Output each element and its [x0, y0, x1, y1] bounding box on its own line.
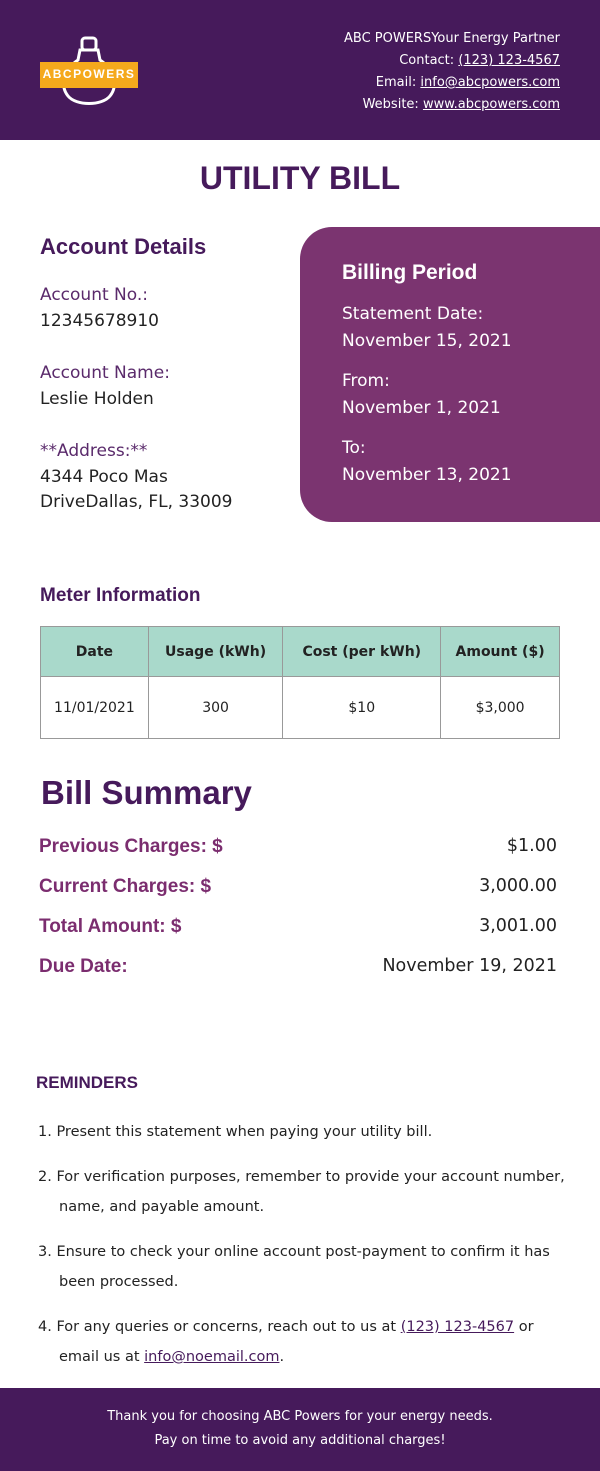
summary-row-previous: [39, 836, 557, 858]
cell-amount: $3,000: [441, 677, 560, 739]
summary-label: Due Date:: [39, 956, 128, 977]
website-link[interactable]: www.abcpowers.com: [422, 97, 560, 112]
cell-date: 11/01/2021: [41, 677, 149, 739]
company-info: [344, 28, 560, 116]
to-label: To:: [342, 438, 366, 458]
table-row: [41, 677, 560, 739]
footer-line-2: Pay on time to avoid any additional charges!: [154, 1433, 446, 1448]
footer: [0, 1388, 600, 1471]
email-label: Email:: [375, 75, 417, 90]
email-link[interactable]: info@abcpowers.com: [420, 75, 560, 90]
reminder-item: 1. Present this statement when paying your utility bill.: [38, 1124, 433, 1140]
meter-table: [40, 626, 560, 739]
contact-label: Contact:: [399, 53, 455, 68]
billing-heading: Billing Period: [342, 261, 478, 284]
reminder-text: or email us at: [59, 1319, 534, 1365]
reminders-heading: REMINDERS: [36, 1073, 139, 1092]
tagline: ABC POWERSYour Energy Partner: [344, 31, 560, 46]
cell-cost: $10: [283, 677, 441, 739]
col-cost: Cost (per kWh): [283, 627, 441, 677]
reminder-phone-link[interactable]: (123) 123-4567: [400, 1319, 515, 1335]
header: [0, 0, 600, 140]
cell-usage: 300: [148, 677, 283, 739]
account-name-label: Account Name:: [40, 363, 170, 383]
website-label: Website:: [362, 97, 419, 112]
statement-date: November 15, 2021: [342, 331, 512, 351]
summary-value: November 19, 2021: [382, 956, 557, 976]
table-header-row: [41, 627, 560, 677]
reminder-item: 3. Ensure to check your online account post-payment to confirm it has been processed.: [38, 1244, 550, 1290]
billing-period: [300, 227, 600, 522]
logo-text: ABCPOWERS: [42, 67, 136, 81]
meter-heading: Meter Information: [40, 585, 201, 606]
account-no-label: Account No.:: [40, 285, 148, 305]
footer-line-1: Thank you for choosing ABC Powers for your energy needs.: [107, 1409, 493, 1424]
reminder-item: 2. For verification purposes, remember to provide your account number, name, and payable amount.: [38, 1169, 565, 1215]
to-date: November 13, 2021: [342, 465, 512, 485]
reminder-text: .: [279, 1349, 285, 1365]
summary-value: $1.00: [506, 836, 557, 856]
reminders-list: [38, 1117, 568, 1387]
reminder-email-link[interactable]: info@noemail.com: [144, 1349, 280, 1365]
from-label: From:: [342, 371, 390, 391]
summary-row-due: [39, 956, 557, 978]
summary-row-total: [39, 916, 557, 938]
address-label: **Address:**: [40, 441, 148, 461]
col-date: Date: [41, 627, 149, 677]
contact-link[interactable]: (123) 123-4567: [458, 53, 560, 68]
col-usage: Usage (kWh): [148, 627, 283, 677]
summary-value: 3,000.00: [479, 876, 557, 896]
statement-label: Statement Date:: [342, 304, 484, 324]
summary-label: Previous Charges: $: [39, 836, 223, 857]
account-name: Leslie Holden: [40, 389, 154, 409]
reminder-item: [38, 1312, 568, 1372]
summary-label: Total Amount: $: [39, 916, 182, 937]
reminder-text: 4. For any queries or concerns, reach out to us at: [38, 1319, 401, 1335]
page-title: UTILITY BILL: [199, 160, 401, 196]
account-heading: Account Details: [40, 234, 207, 259]
col-amount: Amount ($): [441, 627, 560, 677]
summary-value: 3,001.00: [479, 916, 557, 936]
logo: [40, 36, 138, 106]
address: 4344 Poco Mas DriveDallas, FL, 33009: [40, 467, 233, 512]
from-date: November 1, 2021: [342, 398, 501, 418]
summary-row-current: [39, 876, 557, 898]
summary-heading: Bill Summary: [41, 774, 252, 811]
summary-label: Current Charges: $: [39, 876, 212, 897]
account-details: [40, 234, 270, 541]
account-no: 12345678910: [40, 311, 159, 331]
